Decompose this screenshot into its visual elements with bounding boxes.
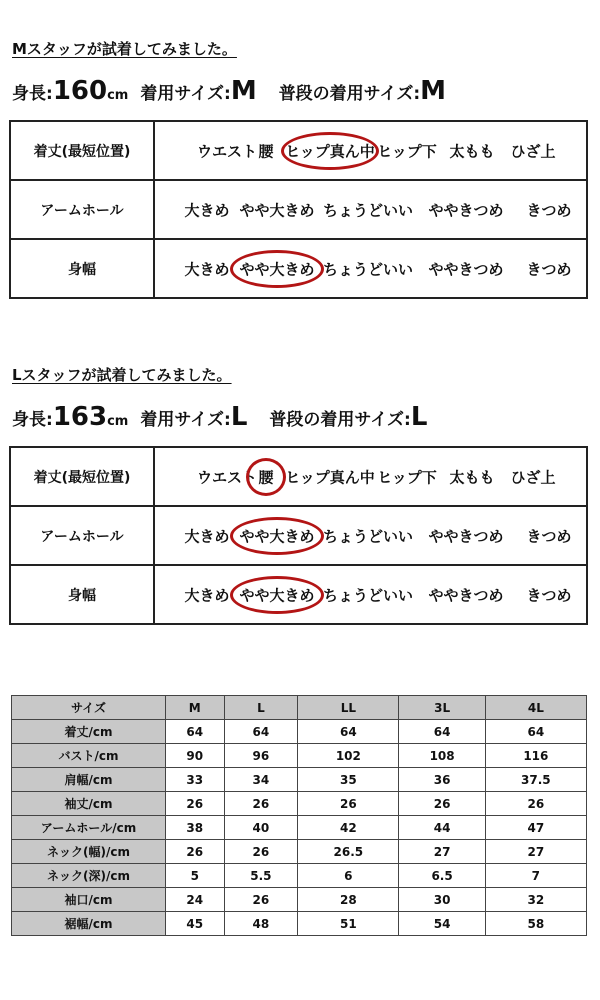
fit-option-selected: やや大きめ bbox=[239, 260, 315, 278]
height-label: 身長: bbox=[12, 84, 53, 104]
measurement-value: 28 bbox=[298, 888, 399, 912]
measurement-value: 5.5 bbox=[224, 864, 298, 888]
measurement-value: 64 bbox=[224, 720, 298, 744]
measurement-value: 51 bbox=[298, 912, 399, 936]
measurement-value: 27 bbox=[485, 840, 586, 864]
measurement-value: 30 bbox=[399, 888, 485, 912]
worn-size-value: M bbox=[230, 76, 257, 106]
fit-option: 太もも bbox=[449, 142, 495, 160]
usual-size-label: 普段の着用サイズ: bbox=[278, 84, 421, 104]
usual-size-value: L bbox=[410, 402, 428, 432]
fit-option: ウエスト bbox=[196, 142, 258, 160]
fit-row-label: アームホール bbox=[11, 181, 155, 238]
measurement-value: 26 bbox=[224, 888, 298, 912]
measurement-value: 27 bbox=[399, 840, 485, 864]
fit-options bbox=[155, 181, 586, 238]
fit-option-selected: やや大きめ bbox=[239, 586, 315, 604]
measurement-label: ネック(深)/cm bbox=[12, 864, 166, 888]
fit-row-label: 身幅 bbox=[11, 566, 155, 623]
fit-option: ひざ上 bbox=[510, 142, 556, 160]
measurement-value: 64 bbox=[298, 720, 399, 744]
measurement-value: 26 bbox=[399, 792, 485, 816]
fit-option: やや大きめ bbox=[239, 201, 315, 219]
fit-options bbox=[155, 240, 586, 297]
l-staff-fit-table bbox=[9, 446, 588, 625]
fit-option: ちょうどいい bbox=[322, 201, 414, 219]
measurement-value: 108 bbox=[399, 744, 485, 768]
measurement-value: 36 bbox=[399, 768, 485, 792]
measurement-value: 6.5 bbox=[399, 864, 485, 888]
fit-option: 大きめ bbox=[184, 527, 230, 545]
fit-option: ややきつめ bbox=[428, 260, 504, 278]
measurement-label: 袖口/cm bbox=[12, 888, 166, 912]
worn-size-value: L bbox=[230, 402, 248, 432]
measurement-label: 着丈/cm bbox=[12, 720, 166, 744]
measurement-value: 96 bbox=[224, 744, 298, 768]
measurement-value: 7 bbox=[485, 864, 586, 888]
measurement-label: 肩幅/cm bbox=[12, 768, 166, 792]
fit-option: 太もも bbox=[449, 468, 495, 486]
fit-option: ちょうどいい bbox=[322, 527, 414, 545]
measurement-value: 32 bbox=[485, 888, 586, 912]
size-table-header-row bbox=[12, 696, 587, 720]
fit-row-label: 身幅 bbox=[11, 240, 155, 297]
size-header-ll: LL bbox=[298, 696, 399, 720]
size-header-l: L bbox=[224, 696, 298, 720]
measurement-value: 33 bbox=[166, 768, 225, 792]
worn-size-label: 着用サイズ: bbox=[140, 84, 231, 104]
measurement-value: 64 bbox=[485, 720, 586, 744]
fit-option: ややきつめ bbox=[428, 527, 504, 545]
measurement-value: 37.5 bbox=[485, 768, 586, 792]
measurement-label: ネック(幅)/cm bbox=[12, 840, 166, 864]
l-staff-body-info bbox=[12, 402, 427, 432]
height-label: 身長: bbox=[12, 410, 53, 430]
fit-option: きつめ bbox=[526, 260, 572, 278]
table-row bbox=[12, 888, 587, 912]
size-header-4l: 4L bbox=[485, 696, 586, 720]
fit-option: ヒップ真ん中 bbox=[285, 468, 375, 486]
fit-option: 腰 bbox=[258, 142, 274, 160]
measurement-value: 102 bbox=[298, 744, 399, 768]
fit-option-selected: 腰 bbox=[258, 468, 274, 486]
table-row bbox=[12, 792, 587, 816]
height-value: 163 bbox=[52, 402, 108, 432]
measurement-value: 44 bbox=[399, 816, 485, 840]
measurement-label: 袖丈/cm bbox=[12, 792, 166, 816]
l_staff-fit-row bbox=[11, 507, 586, 566]
m-staff-heading: Mスタッフが試着してみました。 bbox=[12, 40, 237, 58]
table-row bbox=[12, 768, 587, 792]
table-row bbox=[12, 912, 587, 936]
measurement-value: 6 bbox=[298, 864, 399, 888]
measurement-value: 35 bbox=[298, 768, 399, 792]
fit-option: 大きめ bbox=[184, 260, 230, 278]
measurement-value: 54 bbox=[399, 912, 485, 936]
l-staff-heading: Lスタッフが試着してみました。 bbox=[12, 366, 232, 384]
fit-option: 大きめ bbox=[184, 201, 230, 219]
fit-option: きつめ bbox=[526, 527, 572, 545]
measurement-label: バスト/cm bbox=[12, 744, 166, 768]
l_staff-fit-row bbox=[11, 566, 586, 623]
size-header-m: M bbox=[166, 696, 225, 720]
table-row bbox=[12, 744, 587, 768]
fit-option: ちょうどいい bbox=[322, 260, 414, 278]
m-staff-body-info bbox=[12, 76, 446, 106]
l_staff-fit-row bbox=[11, 448, 586, 507]
measurement-value: 64 bbox=[166, 720, 225, 744]
measurement-value: 58 bbox=[485, 912, 586, 936]
measurement-value: 26 bbox=[224, 792, 298, 816]
measurement-value: 42 bbox=[298, 816, 399, 840]
usual-size-value: M bbox=[420, 76, 447, 106]
measurement-value: 90 bbox=[166, 744, 225, 768]
fit-row-label: アームホール bbox=[11, 507, 155, 564]
fit-option: ややきつめ bbox=[428, 201, 504, 219]
table-row bbox=[12, 720, 587, 744]
m-staff-fit-table bbox=[9, 120, 588, 299]
measurement-value: 40 bbox=[224, 816, 298, 840]
fit-option: ヒップ下 bbox=[377, 468, 437, 486]
m_staff-fit-row bbox=[11, 122, 586, 181]
fit-options bbox=[155, 448, 586, 505]
measurement-value: 48 bbox=[224, 912, 298, 936]
table-row bbox=[12, 816, 587, 840]
fit-options bbox=[155, 122, 586, 179]
m_staff-fit-row bbox=[11, 240, 586, 297]
measurement-value: 116 bbox=[485, 744, 586, 768]
fit-option: ちょうどいい bbox=[322, 586, 414, 604]
fit-option: ヒップ下 bbox=[377, 142, 437, 160]
size-column-header: サイズ bbox=[12, 696, 166, 720]
fit-option-selected: ヒップ真ん中 bbox=[285, 142, 375, 160]
size-chart-table bbox=[11, 695, 587, 936]
measurement-value: 5 bbox=[166, 864, 225, 888]
measurement-value: 26 bbox=[485, 792, 586, 816]
fit-option: 大きめ bbox=[184, 586, 230, 604]
measurement-value: 34 bbox=[224, 768, 298, 792]
fit-option: きつめ bbox=[526, 586, 572, 604]
fit-option: ひざ上 bbox=[510, 468, 556, 486]
measurement-value: 26 bbox=[166, 792, 225, 816]
height-unit: cm bbox=[107, 414, 129, 429]
measurement-value: 47 bbox=[485, 816, 586, 840]
measurement-value: 26 bbox=[298, 792, 399, 816]
size-header-3l: 3L bbox=[399, 696, 485, 720]
measurement-value: 38 bbox=[166, 816, 225, 840]
fit-option: きつめ bbox=[526, 201, 572, 219]
measurement-value: 24 bbox=[166, 888, 225, 912]
fit-row-label: 着丈(最短位置) bbox=[11, 448, 155, 505]
fit-option-selected: やや大きめ bbox=[239, 527, 315, 545]
m_staff-fit-row bbox=[11, 181, 586, 240]
measurement-value: 26 bbox=[166, 840, 225, 864]
height-value: 160 bbox=[52, 76, 108, 106]
measurement-value: 26.5 bbox=[298, 840, 399, 864]
table-row bbox=[12, 864, 587, 888]
table-row bbox=[12, 840, 587, 864]
fit-options bbox=[155, 507, 586, 564]
height-unit: cm bbox=[107, 88, 129, 103]
measurement-label: アームホール/cm bbox=[12, 816, 166, 840]
fit-option: ウエスト bbox=[196, 468, 258, 486]
usual-size-label: 普段の着用サイズ: bbox=[269, 410, 411, 430]
measurement-label: 裾幅/cm bbox=[12, 912, 166, 936]
fit-options bbox=[155, 566, 586, 623]
measurement-value: 45 bbox=[166, 912, 225, 936]
measurement-value: 26 bbox=[224, 840, 298, 864]
measurement-value: 64 bbox=[399, 720, 485, 744]
fit-row-label: 着丈(最短位置) bbox=[11, 122, 155, 179]
worn-size-label: 着用サイズ: bbox=[140, 410, 231, 430]
fit-option: ややきつめ bbox=[428, 586, 504, 604]
